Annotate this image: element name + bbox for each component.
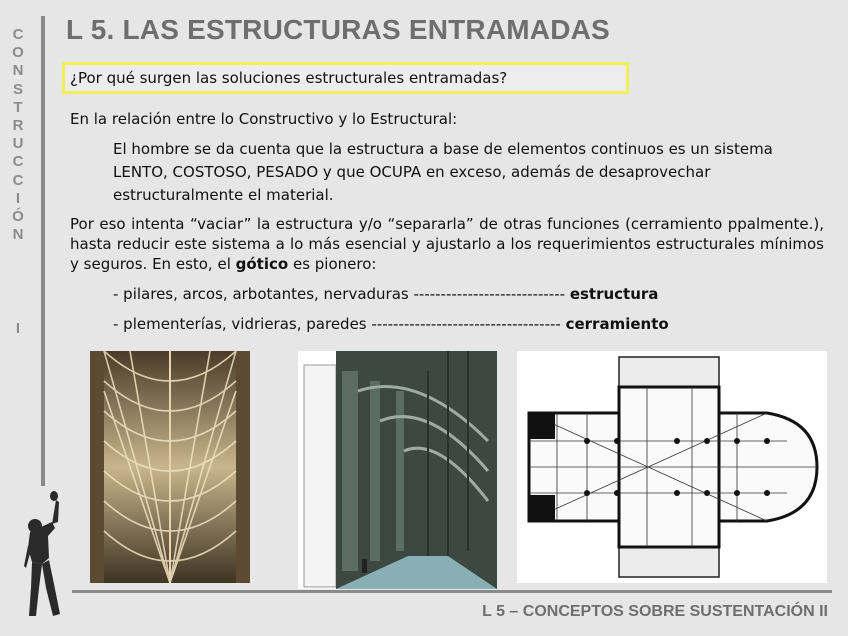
- side-letter: S: [12, 80, 23, 98]
- bullet-structure: [113, 285, 658, 303]
- slide-title: L 5. LAS ESTRUCTURAS ENTRAMADAS: [66, 14, 610, 45]
- side-letter: O: [12, 44, 24, 62]
- paragraph-gothic-end: es pionero:: [288, 255, 377, 273]
- modulor-figure-icon: [22, 488, 66, 622]
- bullet-structure-text: - pilares, arcos, arbotantes, nervaduras ----------------------------: [113, 285, 570, 303]
- gothic-vault-image: [90, 351, 250, 583]
- side-numeral: I: [15, 320, 21, 337]
- side-letter: N: [12, 62, 24, 80]
- side-letter: R: [12, 117, 24, 135]
- side-letter: Ó: [12, 208, 24, 226]
- paragraph-gothic: [70, 214, 824, 274]
- vertical-divider: [41, 16, 45, 486]
- side-letter: C: [12, 153, 24, 171]
- gothic-keyword: gótico: [235, 255, 289, 273]
- horizontal-divider: [72, 590, 832, 593]
- side-letter: N: [12, 226, 24, 244]
- intro-text: En la relación entre lo Constructivo y lo Estructural:: [70, 110, 458, 128]
- side-letter: C: [12, 26, 24, 43]
- question-box: ¿Por qué surgen las soluciones estructurales entramadas?: [62, 62, 629, 94]
- bullet-enclosure-text: - plementerías, vidrieras, paredes -----------------------------------: [113, 315, 566, 333]
- side-letter: I: [15, 189, 21, 207]
- side-letter: T: [13, 98, 23, 116]
- flying-buttress-image: [298, 351, 497, 589]
- bullet-enclosure: [113, 315, 669, 333]
- paragraph-continuous-elements: El hombre se da cuenta que la estructura a base de elementos continuos es un sistema LENTO, COSTOSO, PESADO y que OCUPA en exceso, además de desaprovechar estructuralmente el material.: [113, 140, 773, 204]
- footer-title: L 5 – CONCEPTOS SOBRE SUSTENTACIÓN II: [482, 603, 828, 620]
- side-letter: C: [12, 171, 24, 189]
- paragraph-gothic-start: Por eso intenta “vaciar” la estructura y/o “separarla” de otras funciones (cerramiento ppalmente.), hasta reducir este sistema a lo más esencial y ajustarlo a los requerimientos estructurales mínimos y seguros. En esto, el: [70, 215, 824, 273]
- bullet-enclosure-keyword: cerramiento: [565, 315, 669, 333]
- side-word-construccion: [10, 26, 26, 244]
- bullet-structure-keyword: estructura: [569, 285, 659, 303]
- side-letter: U: [12, 135, 24, 153]
- cathedral-plan-image: [517, 351, 827, 583]
